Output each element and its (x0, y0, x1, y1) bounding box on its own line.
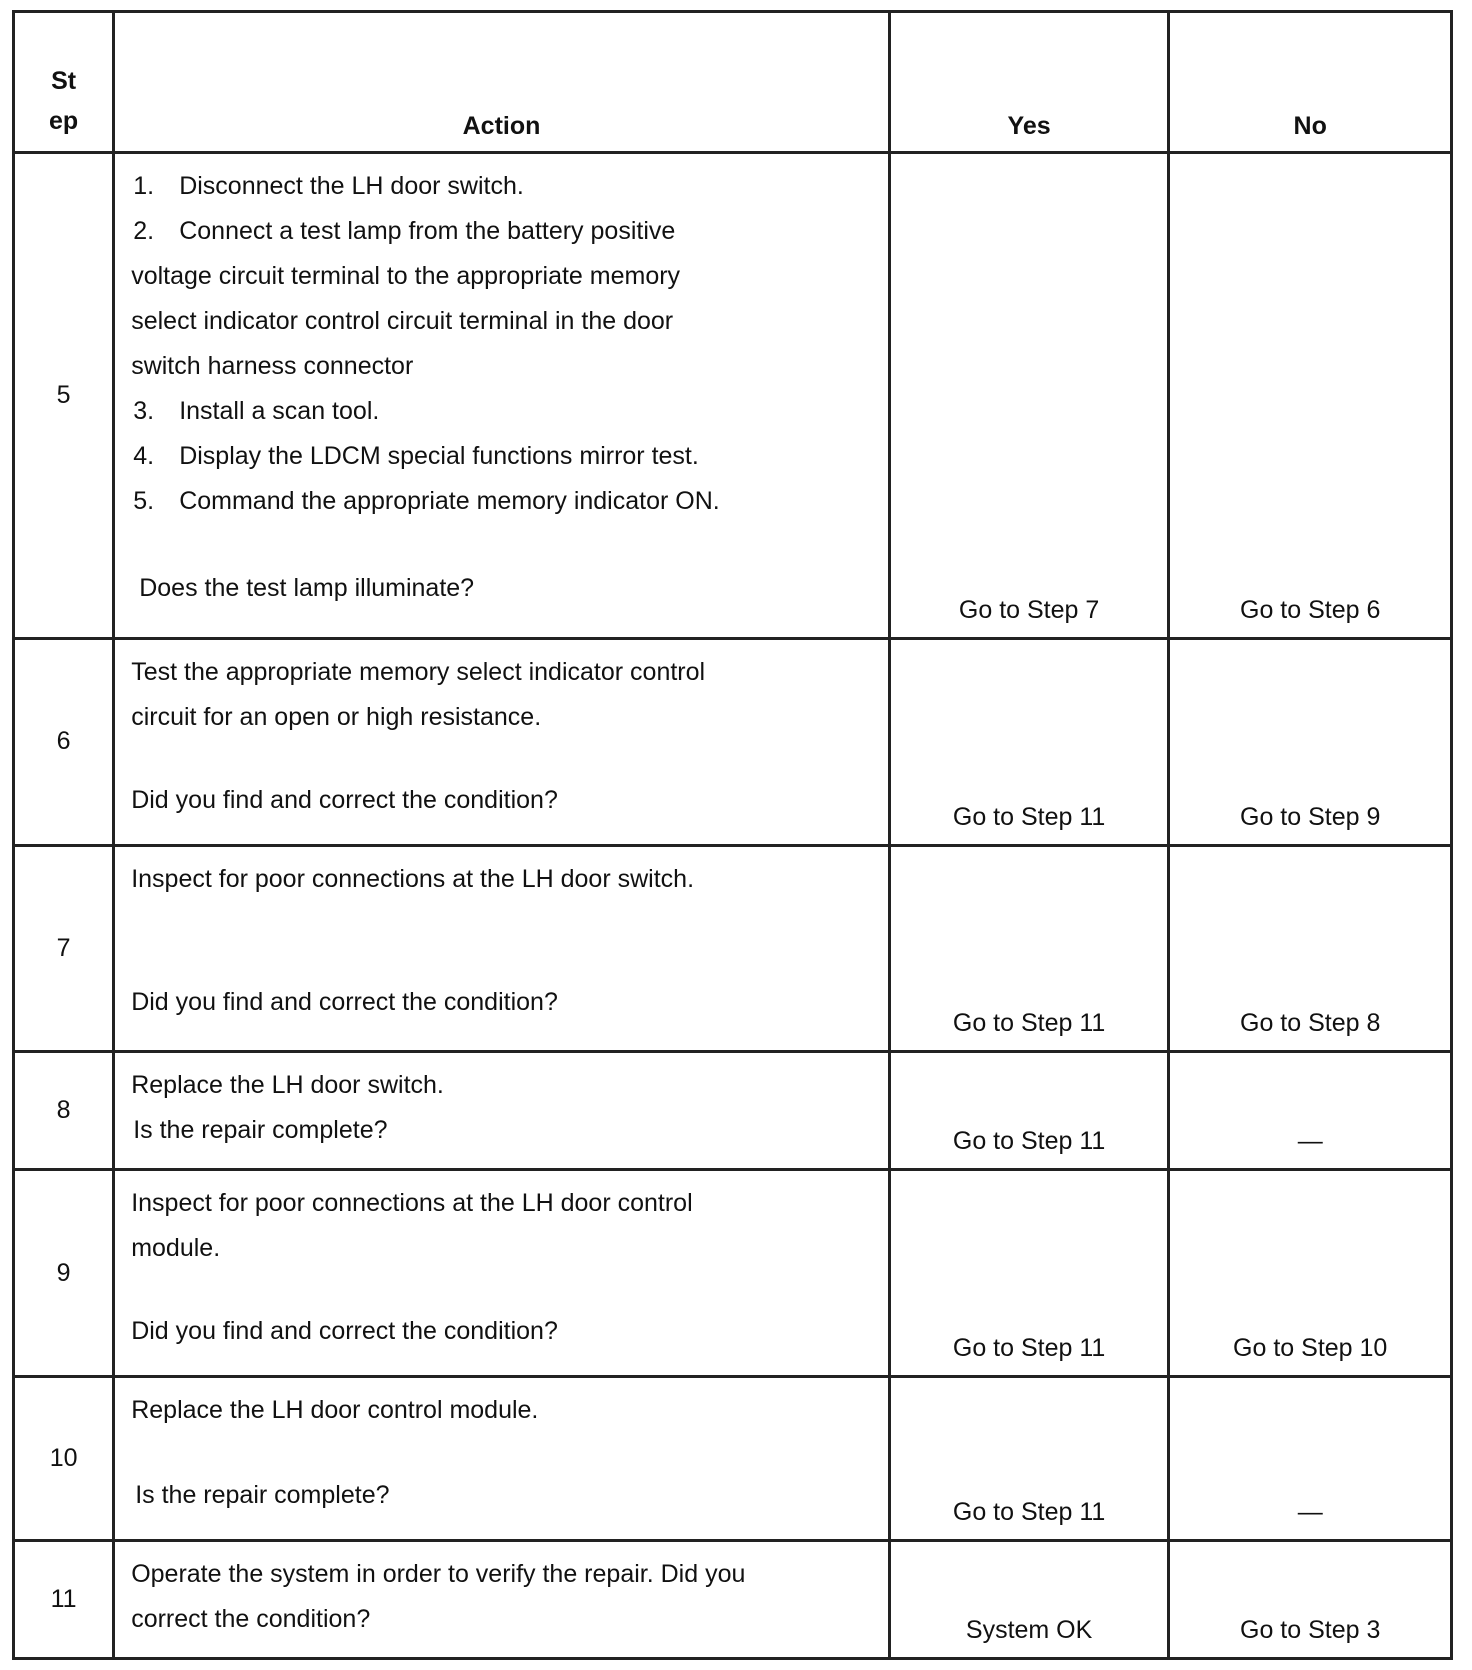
header-action: Action (114, 12, 890, 153)
action-text: Test the appropriate memory select indicator control circuit for an open or high resistance. (131, 657, 706, 731)
no-result: Go to Step 10 (1169, 1170, 1452, 1377)
action-question: Is the repair complete? (135, 1481, 390, 1510)
step-number: 5 (14, 153, 114, 638)
no-result: — (1169, 1377, 1452, 1541)
action-line: 2. Connect a test lamp from the battery positive (133, 217, 676, 246)
action-line: voltage circuit terminal to the appropriate memory (131, 262, 681, 291)
action-cell (114, 638, 890, 845)
yes-result: Go to Step 11 (889, 1052, 1169, 1170)
no-result: Go to Step 6 (1169, 153, 1452, 638)
action-question: Did you find and correct the condition? (131, 1317, 558, 1346)
action-cell (114, 1540, 890, 1658)
yes-result: Go to Step 11 (889, 1170, 1169, 1377)
action-cell (114, 1377, 890, 1541)
yes-result: Go to Step 11 (889, 1377, 1169, 1541)
table-row (14, 1170, 1452, 1377)
yes-result: Go to Step 11 (889, 638, 1169, 845)
step-number: 9 (14, 1170, 114, 1377)
table-row (14, 845, 1452, 1052)
no-result: Go to Step 8 (1169, 845, 1452, 1052)
step-number: 11 (14, 1540, 114, 1658)
action-text: Inspect for poor connections at the LH door control module. (131, 1189, 693, 1263)
action-cell (114, 153, 890, 638)
table-row (14, 153, 1452, 638)
action-question: Is the repair complete? (133, 1116, 388, 1145)
step-number: 10 (14, 1377, 114, 1541)
table-row (14, 1377, 1452, 1541)
header-step-line1: St (51, 67, 77, 96)
no-result: Go to Step 9 (1169, 638, 1452, 845)
step-number: 6 (14, 638, 114, 845)
action-text: Operate the system in order to verify the repair. Did you correct the condition? (131, 1559, 746, 1633)
action-line: 3. Install a scan tool. (133, 397, 380, 426)
table-row (14, 1540, 1452, 1658)
header-step (14, 12, 114, 153)
action-line: switch harness connector (131, 352, 414, 381)
action-text: Replace the LH door control module. (131, 1396, 539, 1425)
yes-result: Go to Step 11 (889, 845, 1169, 1052)
no-result: — (1169, 1052, 1452, 1170)
action-line: 1. Disconnect the LH door switch. (133, 172, 524, 201)
action-line: select indicator control circuit terminal in the door (131, 307, 674, 336)
action-text: Inspect for poor connections at the LH door switch. (131, 864, 695, 893)
action-cell (114, 1052, 890, 1170)
yes-result: System OK (889, 1540, 1169, 1658)
action-question: Did you find and correct the condition? (131, 785, 558, 814)
action-line: 5. Command the appropriate memory indicator ON. (133, 487, 720, 516)
no-result: Go to Step 3 (1169, 1540, 1452, 1658)
action-cell (114, 1170, 890, 1377)
step-number: 7 (14, 845, 114, 1052)
header-no: No (1169, 12, 1452, 153)
action-text: Replace the LH door switch. (131, 1071, 444, 1100)
yes-result: Go to Step 7 (889, 153, 1169, 638)
action-line: 4. Display the LDCM special functions mirror test. (133, 442, 699, 471)
step-number: 8 (14, 1052, 114, 1170)
header-step-line2: ep (49, 107, 79, 136)
table-header-row (14, 12, 1452, 153)
table-row (14, 1052, 1452, 1170)
action-question: Does the test lamp illuminate? (139, 574, 475, 603)
header-yes: Yes (889, 12, 1169, 153)
table-row (14, 638, 1452, 845)
action-cell (114, 845, 890, 1052)
diagnostic-table (12, 10, 1453, 1660)
action-question: Did you find and correct the condition? (131, 987, 558, 1016)
